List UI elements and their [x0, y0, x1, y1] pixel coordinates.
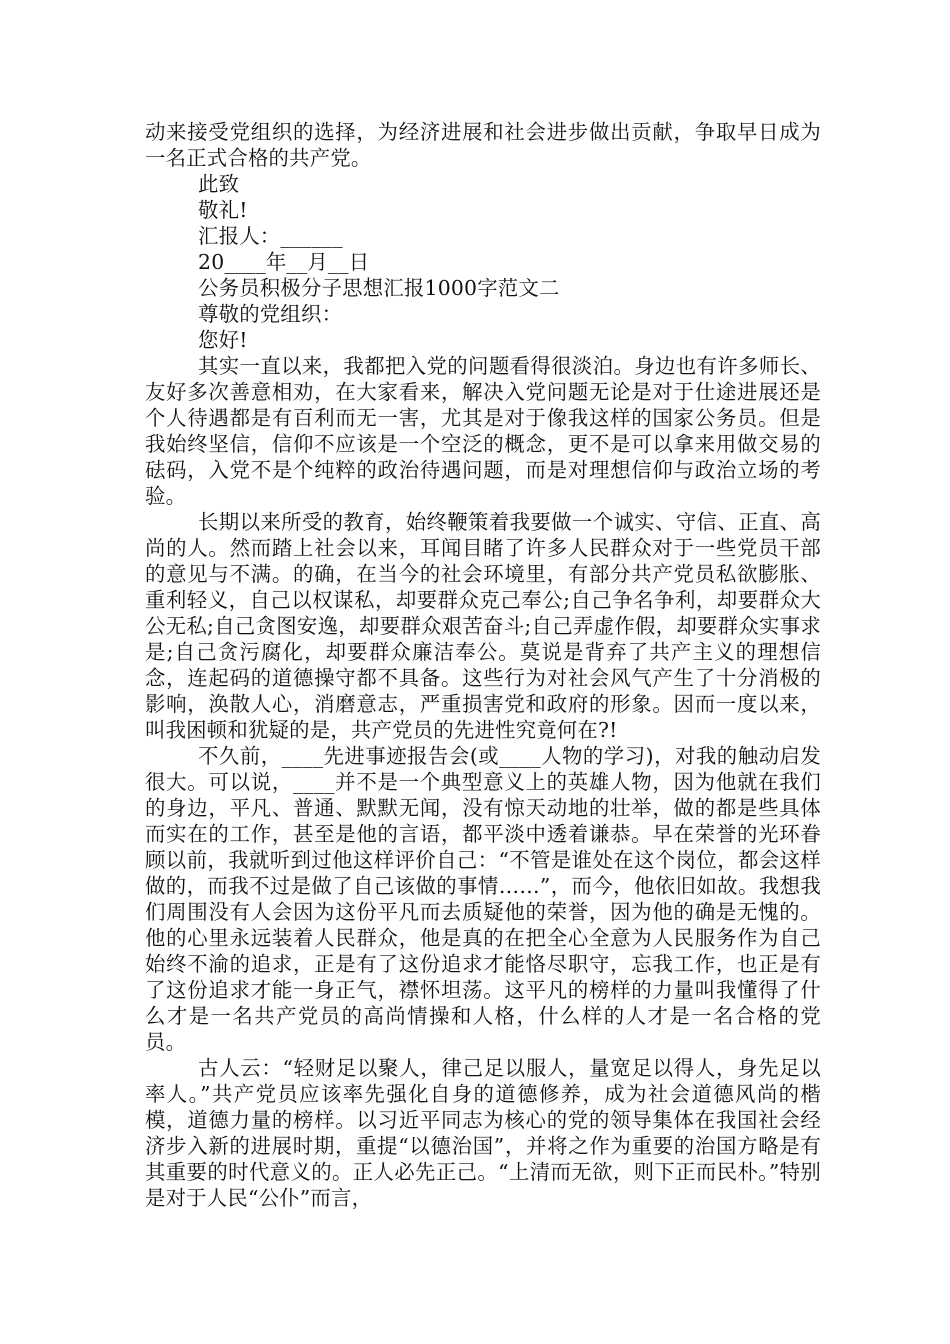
salutation-cizhi: 此致: [198, 172, 240, 196]
date-line: 20____年__月__日: [198, 250, 370, 274]
paragraph-1: 动来接受党组织的选择，为经济进展和社会进步做出贡献，争取早日成为一名正式合格的共产党。: [145, 120, 821, 170]
reporter-line: 汇报人：______: [198, 224, 343, 248]
section-title: 公务员积极分子思想汇报1000字范文二: [198, 276, 560, 300]
greeting-addressee: 尊敬的党组织：: [198, 302, 343, 326]
greeting-hello: 您好!: [198, 328, 248, 352]
paragraph-5: 古人云：“轻财足以聚人，律己足以服人，量宽足以得人，身先足以率人。”共产党员应该率先强化自身的道德修养，成为社会道德风尚的楷模，道德力量的榜样。以习近平同志为核心的党的领导集体在我国社会经济步入新的进展时期，重提“以德治国”，并将之作为重要的治国方略是有其重要的时代意义的。正人必先正己。“上清而无欲，则下正而民朴。”特别是对于人民“公仆”而言，: [145, 1056, 821, 1210]
document-body: [145, 119, 821, 1211]
paragraph-2: 其实一直以来，我都把入党的问题看得很淡泊。身边也有许多师长、友好多次善意相劝，在大家看来，解决入党问题无论是对于仕途进展还是个人待遇都是有百利而无一害，尤其是对于像我这样的国家公务员。但是我始终坚信，信仰不应该是一个空泛的概念，更不是可以拿来用做交易的砝码，入党不是个纯粹的政治待遇问题，而是对理想信仰与政治立场的考验。: [145, 354, 821, 508]
salutation-jingli: 敬礼!: [198, 198, 248, 222]
paragraph-4: 不久前，____先进事迹报告会(或____人物的学习)，对我的触动启发很大。可以说，____并不是一个典型意义上的英雄人物，因为他就在我们的身边，平凡、普通、默默无闻，没有惊天动地的壮举，做的都是些具体而实在的工作，甚至是他的言语，都平淡中透着谦恭。早在荣誉的光环眷顾以前，我就听到过他这样评价自己：“不管是谁处在这个岗位，都会这样做的，而我不过是做了自己该做的事情……”，而今，他依旧如故。我想我们周围没有人会因为这份平凡而去质疑他的荣誉，因为他的确是无愧的。他的心里永远装着人民群众，他是真的在把全心全意为人民服务作为自己始终不渝的追求，正是有了这份追求才能恪尽职守，忘我工作，也正是有了这份追求才能一身正气，襟怀坦荡。这平凡的榜样的力量叫我懂得了什么才是一名共产党员的高尚情操和人格，什么样的人才是一名合格的党员。: [145, 744, 821, 1054]
paragraph-3: 长期以来所受的教育，始终鞭策着我要做一个诚实、守信、正直、高尚的人。然而踏上社会以来，耳闻目睹了许多人民群众对于一些党员干部的意见与不满。的确，在当今的社会环境里，有部分共产党员私欲膨胀、重利轻义，自己以权谋私，却要群众克己奉公;自己争名争利，却要群众大公无私;自己贪图安逸，却要群众艰苦奋斗;自己弄虚作假，却要群众实事求是;自己贪污腐化，却要群众廉洁奉公。莫说是背弃了共产主义的理想信念，连起码的道德操守都不具备。这些行为对社会风气产生了十分消极的影响，涣散人心，消磨意志，严重损害党和政府的形象。因而一度以来，叫我困顿和犹疑的是，共产党员的先进性究竟何在?!: [145, 510, 821, 742]
